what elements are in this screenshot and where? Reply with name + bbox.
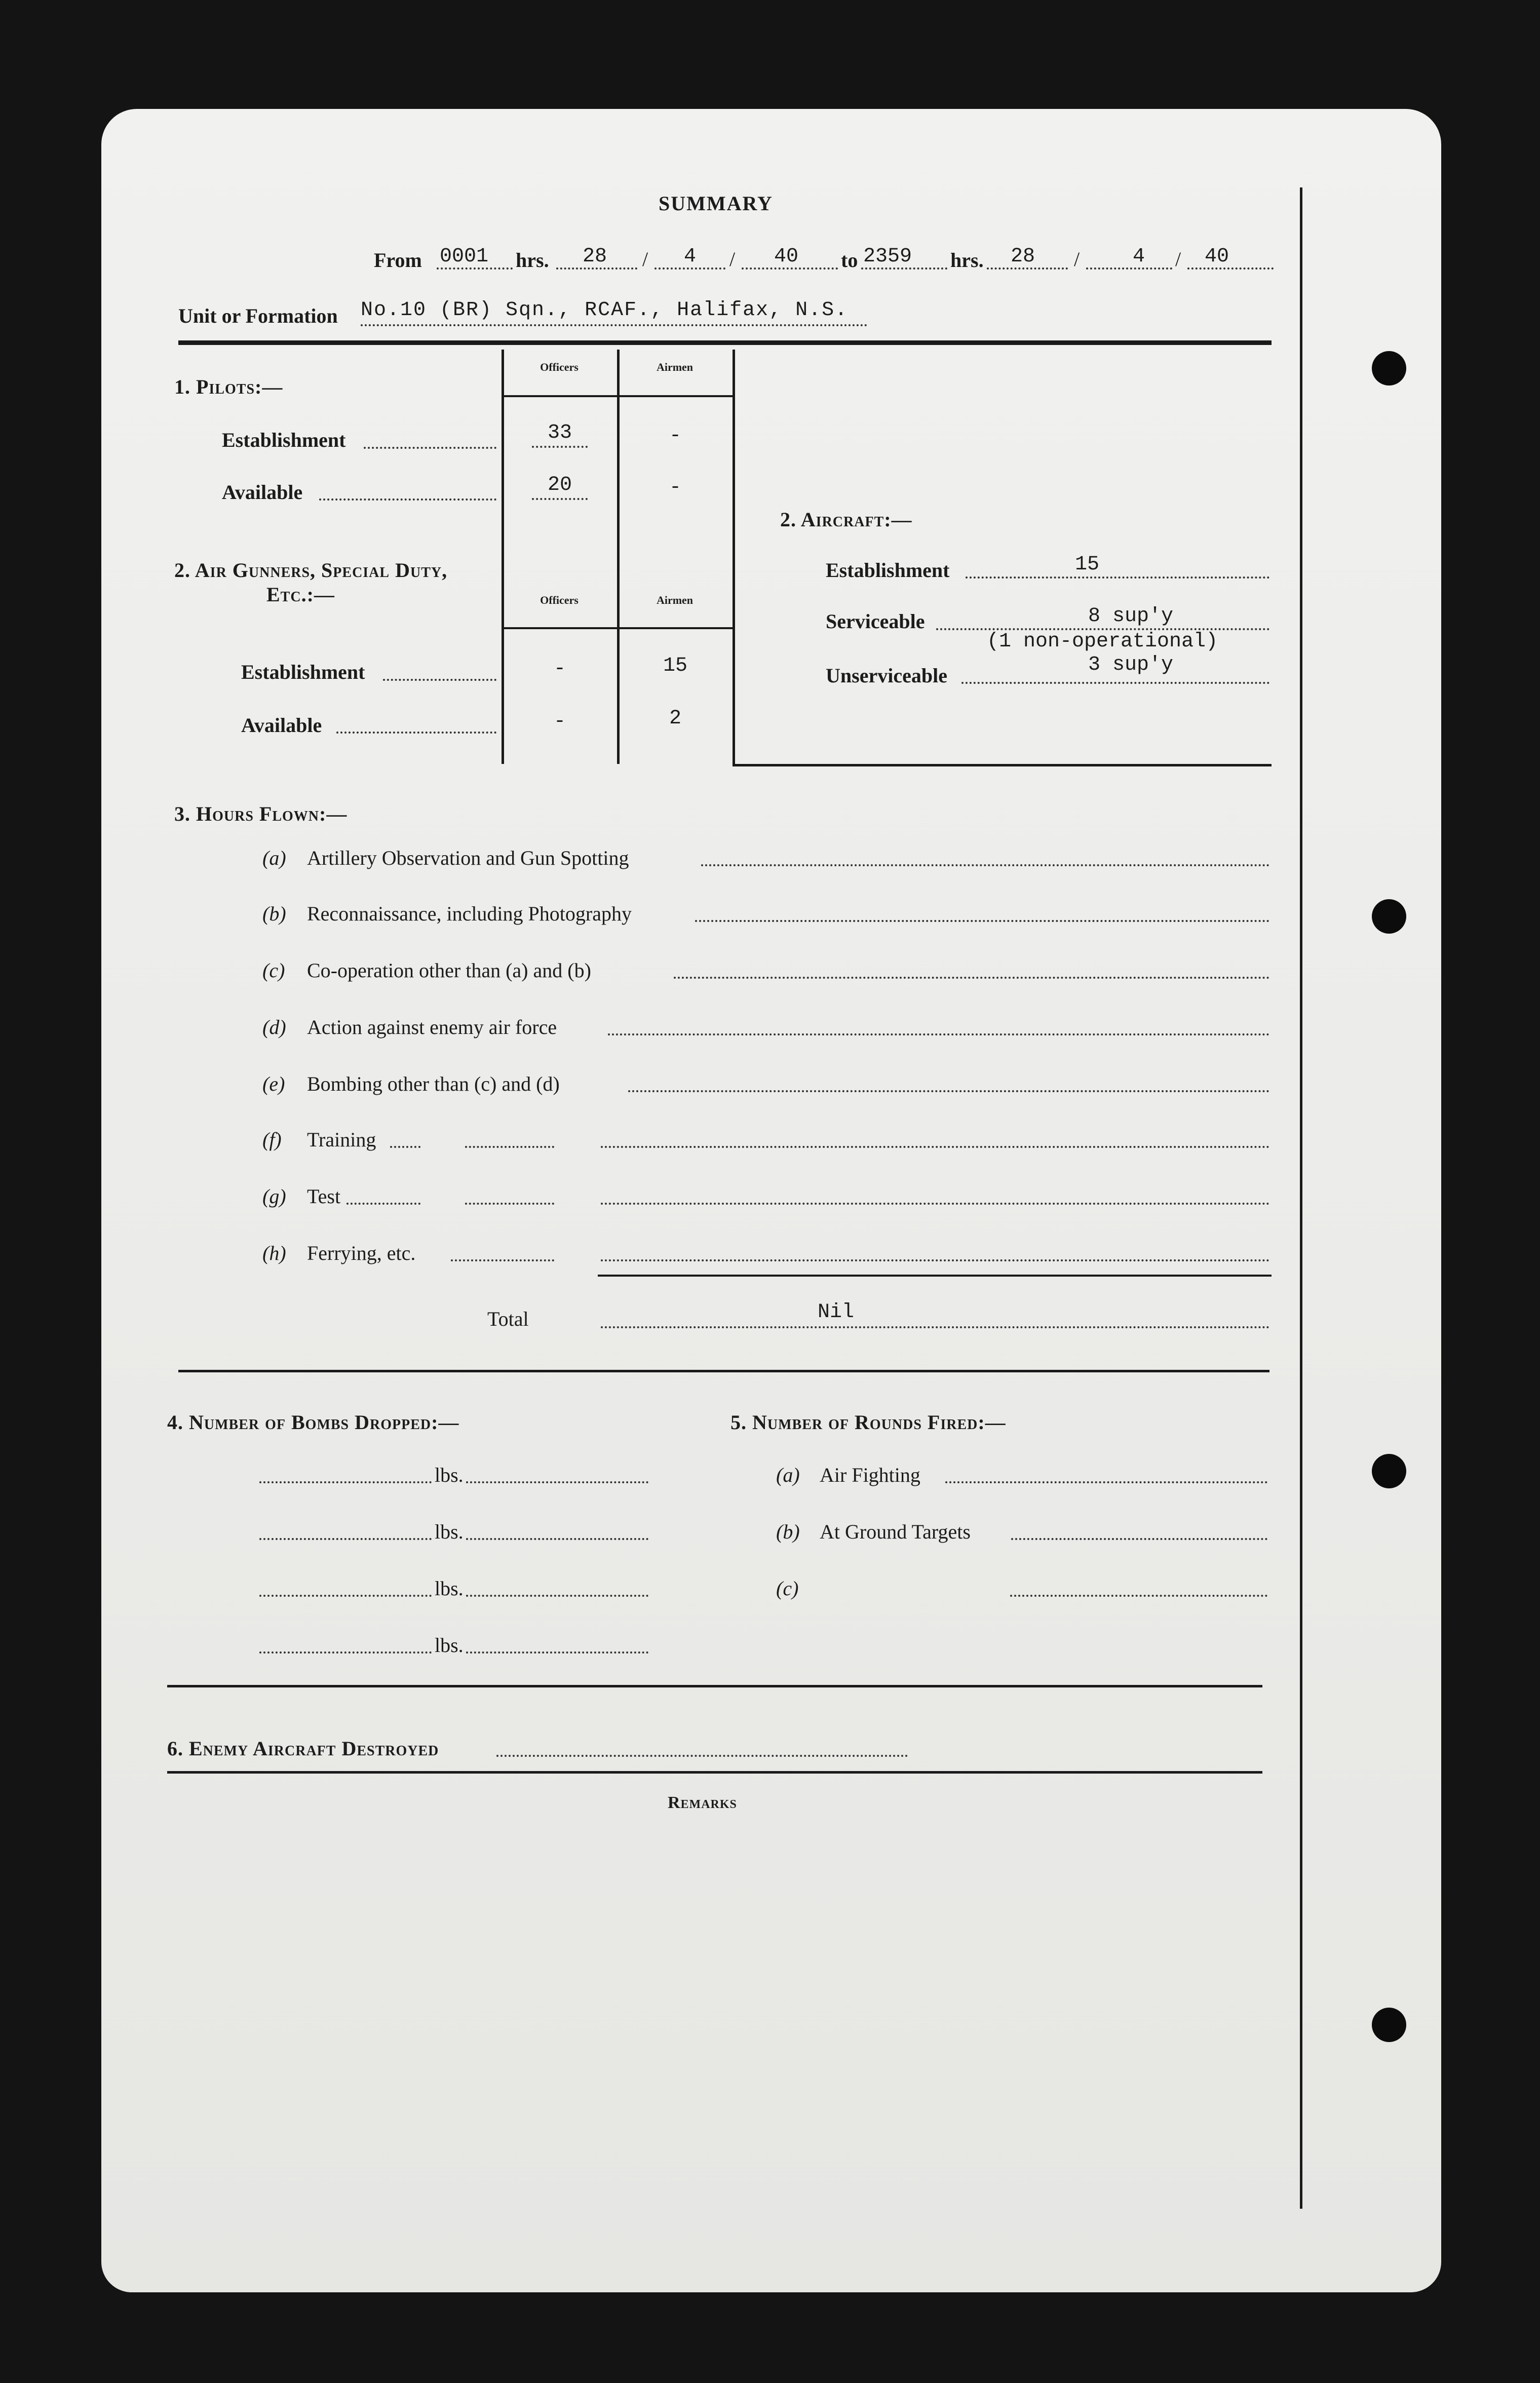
aircraft-unserviceable-value: 3 sup'y: [1088, 654, 1174, 676]
section-6-rule: [167, 1771, 1262, 1774]
pilots-available-airmen: -: [669, 476, 681, 499]
to-time: 2359: [863, 245, 912, 268]
rounds-a-leader: [945, 1481, 1267, 1483]
total-label: Total: [487, 1308, 529, 1330]
bombs-1-unit: lbs.: [435, 1464, 464, 1486]
section-2-rule: [733, 764, 1272, 766]
gunners-available-officers: -: [553, 710, 566, 733]
hours-g-text: Test: [307, 1185, 341, 1208]
right-margin-rule: [1300, 187, 1302, 2209]
from-slash-2: /: [729, 248, 736, 271]
to-slash-2: /: [1175, 248, 1181, 271]
table-mid-border: [617, 350, 620, 764]
to-month: 4: [1133, 245, 1145, 268]
to-year-underline: [1187, 267, 1274, 270]
hours-d-letter: (d): [262, 1016, 286, 1039]
rounds-heading: 5. Number of Rounds Fired:—: [730, 1411, 1006, 1434]
pilots-establishment-officers-line: [532, 446, 588, 448]
rounds-a-letter: (a): [776, 1464, 800, 1486]
bombs-4-unit: lbs.: [435, 1634, 464, 1657]
gunners-establishment-airmen: 15: [663, 655, 687, 677]
gunners-available-leader: [336, 732, 496, 734]
bombs-2-value-line: [466, 1538, 648, 1540]
gunners-available-label: Available: [241, 714, 322, 737]
bombs-4-qty-line: [259, 1651, 432, 1654]
hours-a-letter: (a): [262, 847, 286, 869]
gunners-col-officers: Officers: [540, 594, 579, 606]
to-hrs-label: hrs.: [950, 249, 984, 272]
pilots-col-officers: Officers: [540, 361, 579, 373]
section-5-rule: [167, 1685, 1262, 1687]
hours-f-letter: (f): [262, 1128, 282, 1151]
from-slash-1: /: [642, 248, 648, 271]
aircraft-establishment-label: Establishment: [826, 559, 950, 582]
pilots-available-officers: 20: [547, 474, 572, 496]
binder-hole-1: [1372, 351, 1406, 386]
pilots-available-leader: [319, 498, 496, 501]
hours-g-value-line: [601, 1203, 1269, 1205]
unit-label: Unit or Formation: [178, 304, 338, 327]
aircraft-serviceable-label: Serviceable: [826, 610, 925, 633]
gunners-establishment-officers: -: [553, 658, 566, 680]
bombs-2-unit: lbs.: [435, 1520, 464, 1543]
gunners-heading-line1: 2. Air Gunners, Special Duty,: [174, 559, 448, 582]
hours-g-letter: (g): [262, 1185, 286, 1208]
aircraft-unserviceable-label: Unserviceable: [826, 664, 947, 687]
total-value: Nil: [818, 1301, 855, 1324]
bombs-3-unit: lbs.: [435, 1577, 464, 1600]
hours-e-text: Bombing other than (c) and (d): [307, 1072, 560, 1095]
hours-h-text: Ferrying, etc.: [307, 1242, 416, 1264]
hours-e-leader: [628, 1090, 1269, 1092]
pilots-establishment-leader: [364, 447, 496, 449]
pilots-col-airmen: Airmen: [656, 361, 694, 373]
unit-value: No.10 (BR) Sqn., RCAF., Halifax, N.S.: [361, 299, 849, 322]
from-month: 4: [684, 245, 697, 268]
hours-f-blank: [465, 1146, 554, 1148]
remarks-label: Remarks: [668, 1793, 737, 1812]
hours-c-text: Co-operation other than (a) and (b): [307, 959, 591, 982]
table-right-border: [733, 350, 735, 764]
total-rule: [598, 1275, 1272, 1277]
hours-heading: 3. Hours Flown:—: [174, 802, 348, 825]
hours-a-text: Artillery Observation and Gun Spotting: [307, 847, 629, 869]
bombs-3-value-line: [466, 1595, 648, 1597]
section-3-rule: [178, 1370, 1269, 1372]
hours-h-value-line: [601, 1259, 1269, 1261]
rounds-c-letter: (c): [776, 1577, 799, 1600]
aircraft-serviceable-value: 8 sup'y: [1088, 605, 1174, 628]
hours-b-text: Reconnaissance, including Photography: [307, 902, 632, 925]
hours-f-value-line: [601, 1146, 1269, 1148]
rounds-b-leader: [1011, 1538, 1267, 1540]
pilots-heading: 1. Pilots:—: [174, 375, 283, 398]
gunners-col-airmen: Airmen: [656, 594, 694, 606]
hours-d-text: Action against enemy air force: [307, 1016, 557, 1039]
to-day: 28: [1011, 245, 1035, 268]
total-leader: [601, 1326, 1269, 1328]
bombs-2-qty-line: [259, 1538, 432, 1540]
gunners-establishment-leader: [383, 679, 496, 681]
hours-h-leader: [451, 1259, 554, 1261]
from-time: 0001: [440, 245, 489, 268]
rounds-c-leader: [1010, 1595, 1267, 1597]
to-label: to: [841, 249, 858, 272]
table-left-border: [502, 350, 504, 764]
hours-d-leader: [608, 1033, 1269, 1035]
gunners-heading-line2: Etc.:—: [266, 583, 335, 606]
rounds-a-text: Air Fighting: [820, 1464, 920, 1486]
hours-a-leader: [701, 864, 1269, 866]
pilots-available-label: Available: [222, 481, 303, 504]
bombs-1-value-line: [466, 1481, 648, 1483]
hours-h-letter: (h): [262, 1242, 286, 1264]
from-label: From: [374, 249, 422, 272]
binder-hole-3: [1372, 1454, 1406, 1488]
from-year: 40: [774, 245, 799, 268]
hours-b-letter: (b): [262, 902, 286, 925]
enemy-aircraft-label: 6. Enemy Aircraft Destroyed: [167, 1737, 439, 1760]
bombs-4-value-line: [466, 1651, 648, 1654]
to-year: 40: [1205, 245, 1229, 268]
hours-c-letter: (c): [262, 959, 285, 982]
binder-hole-4: [1372, 2008, 1406, 2042]
hours-e-letter: (e): [262, 1072, 285, 1095]
pilots-establishment-label: Establishment: [222, 429, 346, 451]
aircraft-establishment-value: 15: [1075, 553, 1100, 576]
pilots-establishment-officers: 33: [547, 421, 572, 444]
aircraft-establishment-leader: [966, 576, 1269, 579]
aircraft-unserviceable-leader: [961, 682, 1269, 684]
page-title: SUMMARY: [659, 192, 773, 215]
aircraft-serviceable-note: (1 non-operational): [987, 630, 1218, 653]
gunners-establishment-label: Establishment: [241, 661, 365, 683]
rounds-b-letter: (b): [776, 1520, 800, 1543]
bombs-3-qty-line: [259, 1595, 432, 1597]
enemy-aircraft-leader: [496, 1755, 908, 1757]
hours-g-leader: [346, 1203, 420, 1205]
binder-hole-2: [1372, 899, 1406, 934]
hours-f-leader: [390, 1146, 420, 1148]
bombs-1-qty-line: [259, 1481, 432, 1483]
header-rule: [178, 340, 1272, 345]
rounds-b-text: At Ground Targets: [820, 1520, 971, 1543]
unit-underline: [361, 324, 867, 326]
hours-g-blank: [465, 1203, 554, 1205]
bombs-heading: 4. Number of Bombs Dropped:—: [167, 1411, 459, 1434]
hours-b-leader: [695, 920, 1269, 922]
gunners-header-rule: [502, 627, 735, 629]
from-hrs-label: hrs.: [516, 249, 549, 272]
pilots-header-rule: [502, 395, 735, 397]
to-slash-1: /: [1074, 248, 1080, 271]
hours-f-text: Training: [307, 1128, 376, 1151]
pilots-available-officers-line: [532, 498, 588, 500]
pilots-establishment-airmen: -: [669, 425, 681, 447]
aircraft-heading: 2. Aircraft:—: [780, 508, 912, 531]
gunners-available-airmen: 2: [669, 707, 681, 730]
to-month-underline: [1086, 267, 1172, 270]
from-day: 28: [583, 245, 607, 268]
hours-c-leader: [674, 977, 1269, 979]
